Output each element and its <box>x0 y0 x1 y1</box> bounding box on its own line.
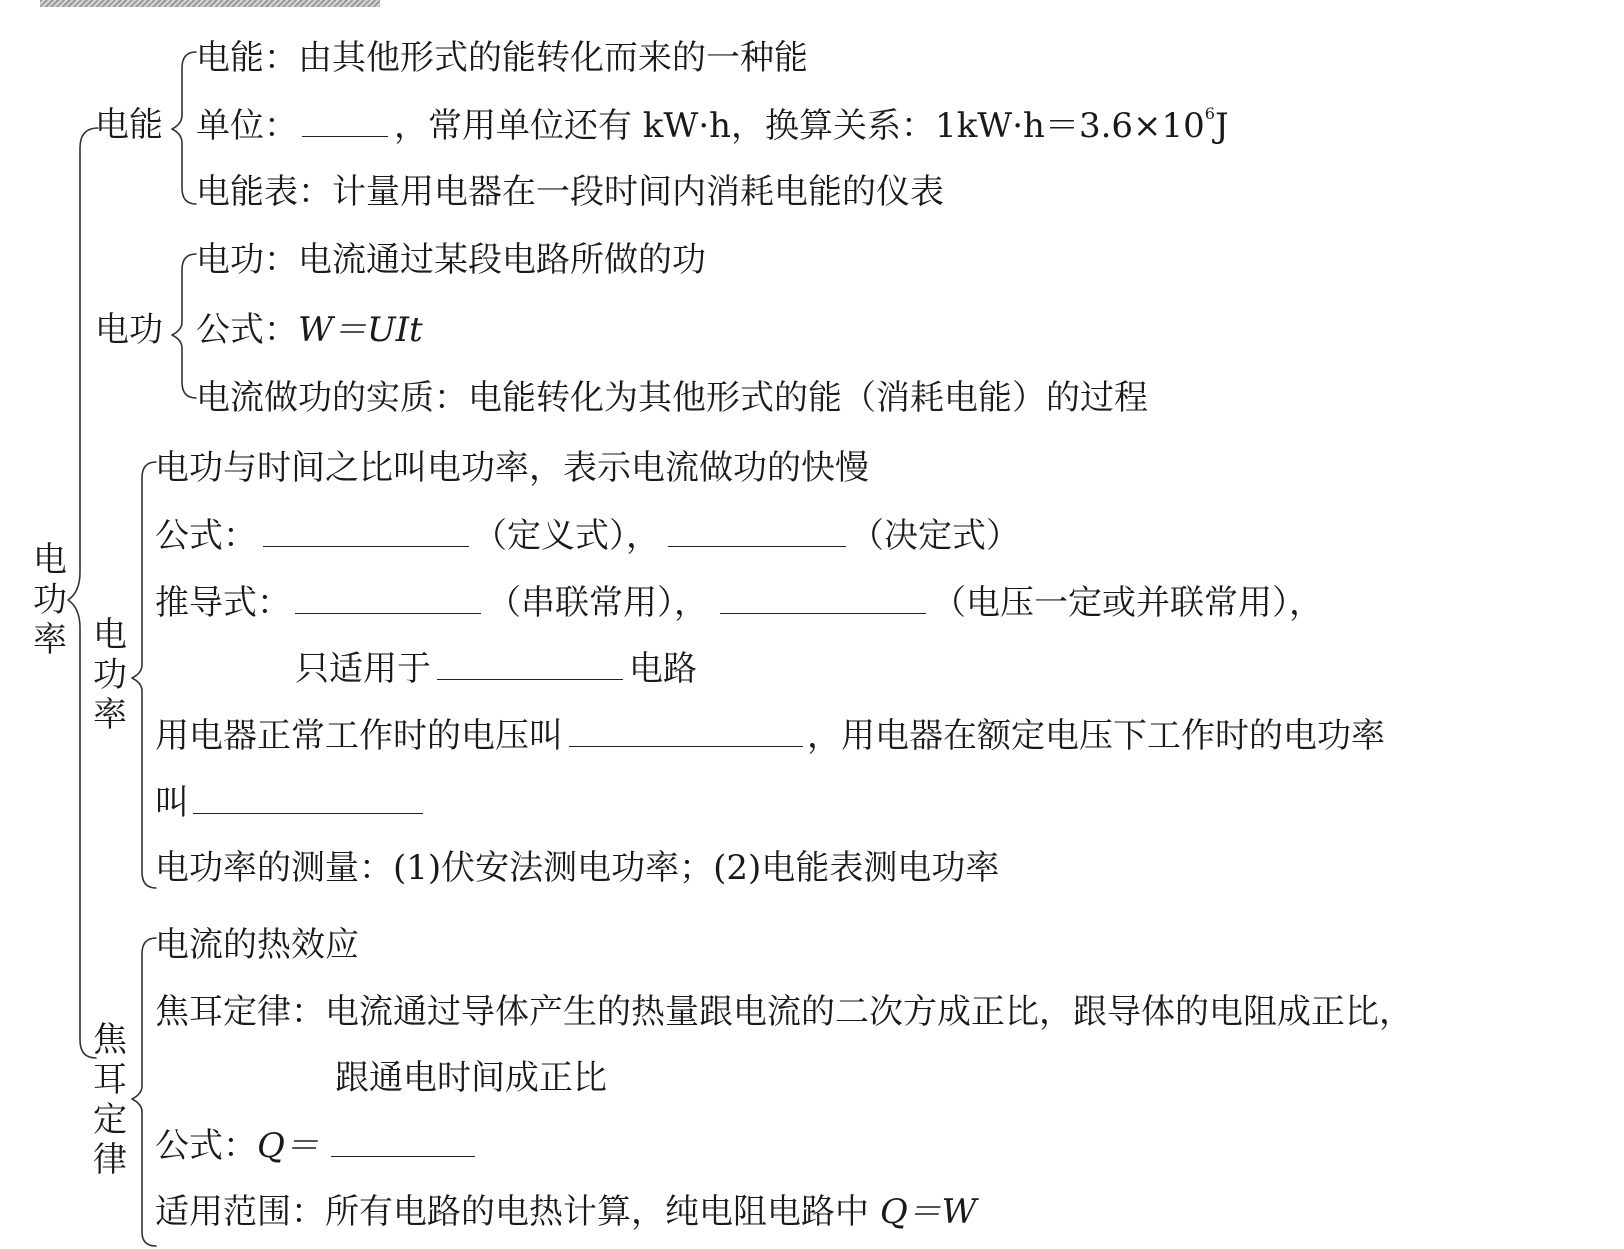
power-rated-voltage-suffix: ，用电器在额定电压下工作时的电功率 <box>807 716 1385 756</box>
energy-meter: 电能表：计量用电器在一段时间内消耗电能的仪表 <box>196 172 944 212</box>
power-applicable-prefix: 只适用于 <box>295 649 431 689</box>
power-title-char: 功 <box>93 655 127 695</box>
power-title-char: 率 <box>93 695 127 735</box>
power-formula-prefix: 公式： <box>155 516 257 556</box>
work-brace <box>172 254 196 398</box>
joule-formula-symbol: Q＝ <box>257 1126 319 1166</box>
power-formula-det-blank[interactable] <box>668 515 846 547</box>
power-measurement: 电功率的测量：(1)伏安法测电功率；(2)电能表测电功率 <box>155 848 1000 888</box>
power-title <box>90 615 130 735</box>
joule-title-char: 定 <box>93 1100 127 1140</box>
power-applicable-blank[interactable] <box>437 648 623 680</box>
joule-title-char: 律 <box>93 1140 127 1180</box>
joule-scope-prefix: 适用范围：所有电路的电热计算，纯电阻电路中 <box>155 1192 880 1232</box>
energy-title: 电能 <box>95 105 163 145</box>
work-essence: 电流做功的实质：电能转化为其他形式的能（消耗电能）的过程 <box>196 378 1148 418</box>
joule-brace <box>132 938 156 1246</box>
power-derived-parallel-blank[interactable] <box>720 582 926 614</box>
power-applicable-suffix: 电路 <box>629 649 697 689</box>
root-title-char: 电 <box>33 540 67 580</box>
power-formula-def-blank[interactable] <box>263 515 469 547</box>
power-rated-power-prefix: 叫 <box>155 783 189 823</box>
power-derived-series: （串联常用）， <box>487 583 708 623</box>
joule-title-char: 焦 <box>93 1020 127 1060</box>
energy-unit-suffix: ，常用单位还有 kW·h，换算关系：1kW·h＝3.6×10 <box>394 106 1205 146</box>
root-title-char: 功 <box>33 580 67 620</box>
work-title: 电功 <box>95 310 163 350</box>
joule-title <box>90 1020 130 1180</box>
joule-heating-effect: 电流的热效应 <box>155 925 359 965</box>
power-rated-voltage-blank[interactable] <box>569 715 803 747</box>
power-rated-power-line <box>155 782 423 822</box>
power-applicable-line <box>295 648 697 688</box>
root-title <box>30 540 70 660</box>
energy-unit-end: J <box>1214 106 1229 146</box>
joule-scope-line <box>155 1192 977 1232</box>
energy-unit-prefix: 单位： <box>196 106 298 146</box>
power-derived-series-blank[interactable] <box>295 582 481 614</box>
power-derived-parallel: （电压一定或并联常用）， <box>932 583 1323 623</box>
energy-unit-exponent: 6 <box>1204 104 1215 123</box>
root-brace <box>68 128 98 1058</box>
energy-unit-line <box>196 105 1229 145</box>
joule-law-line2: 跟通电时间成正比 <box>335 1058 607 1098</box>
power-formula-def: （定义式）， <box>473 516 660 556</box>
power-title-char: 电 <box>93 615 127 655</box>
power-brace <box>132 462 156 888</box>
power-derived-line <box>155 582 1323 622</box>
energy-definition: 电能：由其他形式的能转化而来的一种能 <box>196 38 808 78</box>
power-rated-power-blank[interactable] <box>193 782 423 814</box>
energy-unit-blank[interactable] <box>302 105 388 137</box>
energy-brace <box>172 52 196 204</box>
work-definition: 电功：电流通过某段电路所做的功 <box>196 240 706 280</box>
power-rated-voltage-prefix: 用电器正常工作时的电压叫 <box>155 716 563 756</box>
joule-formula-prefix: 公式： <box>155 1126 257 1166</box>
joule-law-line1: 焦耳定律：电流通过导体产生的热量跟电流的二次方成正比，跟导体的电阻成正比， <box>155 992 1413 1032</box>
work-formula-prefix: 公式： <box>196 310 298 350</box>
power-definition: 电功与时间之比叫电功率，表示电流做功的快慢 <box>155 448 869 488</box>
power-formula-line <box>155 515 1020 555</box>
joule-formula-blank[interactable] <box>331 1125 475 1157</box>
work-formula-line <box>196 310 423 350</box>
root-title-char: 率 <box>33 620 67 660</box>
power-formula-det: （决定式） <box>850 516 1020 556</box>
joule-title-char: 耳 <box>93 1060 127 1100</box>
joule-scope-formula: Q＝W <box>879 1192 977 1232</box>
joule-formula-line <box>155 1125 475 1165</box>
power-derived-prefix: 推导式： <box>155 583 291 623</box>
work-formula: W＝UIt <box>298 310 423 350</box>
power-rated-voltage-line <box>155 715 1385 755</box>
